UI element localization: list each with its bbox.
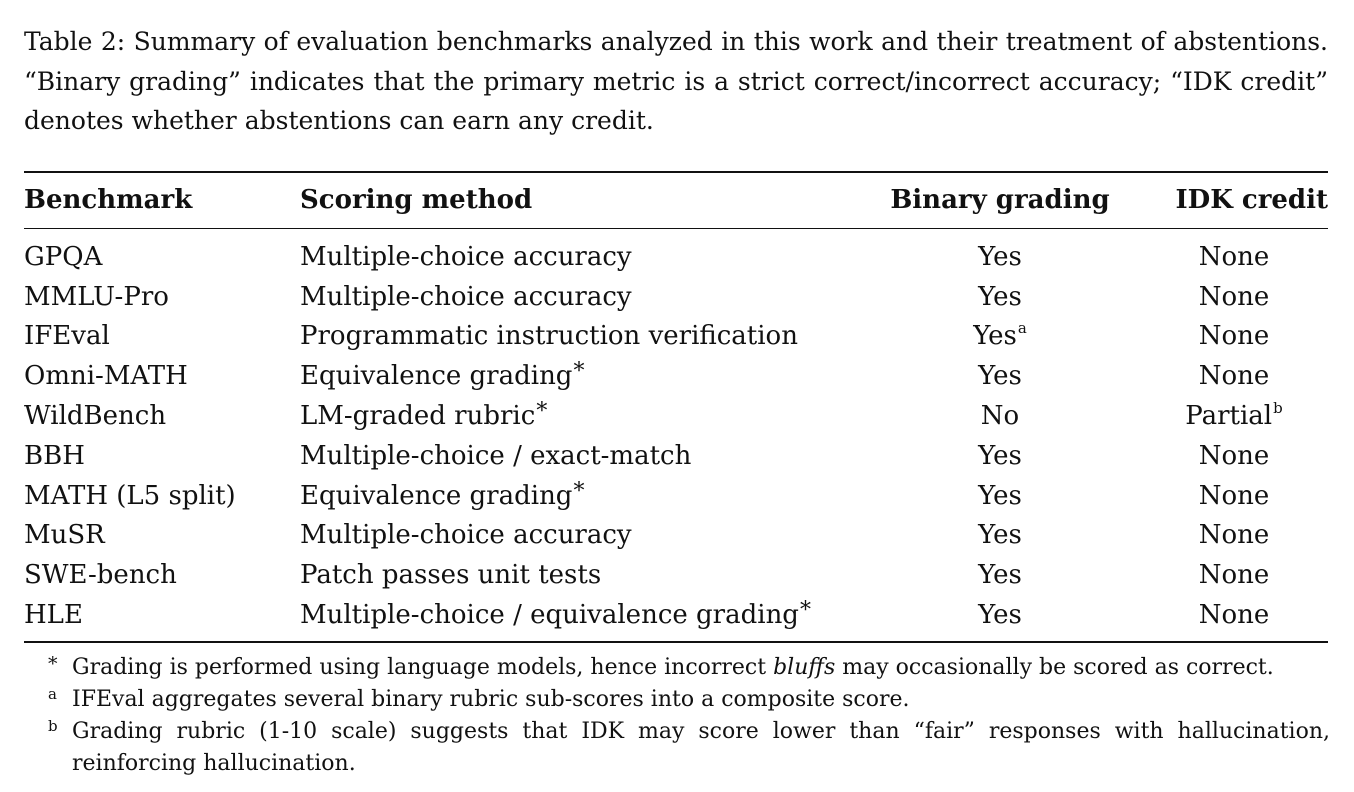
cell-idk-credit-value: None [1198,480,1270,511]
cell-idk-credit-value: None [1198,361,1270,392]
footnote-a-mark: a [48,685,57,703]
cell-binary-grading [860,436,1140,476]
caption-text-1: Summary of evaluation benchmarks analyzed in this work and their treatment of abstentions. [125,27,1328,56]
header-binary-grading: Binary grading [890,185,1110,215]
cell-idk-credit-footnote-mark: b [1273,399,1283,418]
cell-idk-credit-value: None [1198,241,1270,272]
caption-quote-binary-grading: “Binary grading” [24,66,241,96]
footnote-a [48,684,1330,716]
cell-benchmark [24,396,300,436]
cell-idk-credit-value: None [1198,560,1270,591]
table-row [24,396,1328,436]
cell-scoring-method [300,516,860,556]
cell-scoring-method [300,595,860,635]
table-row [24,436,1328,476]
cell-benchmark-value: MATH (L5 split) [24,480,236,511]
cell-benchmark [24,516,300,556]
cell-benchmark-value: MMLU-Pro [24,281,169,312]
cell-scoring-method-footnote-mark: * [799,598,811,624]
cell-binary-grading [860,595,1140,635]
cell-benchmark-value: BBH [24,440,85,471]
cell-benchmark [24,356,300,396]
cell-scoring-method [300,237,860,277]
cell-scoring-method [300,396,860,436]
table-body [24,237,1328,635]
table-row [24,476,1328,516]
caption-text-2: indicates that the primary metric is a strict correct/incorrect accuracy; [240,66,1171,96]
footnote-star-text [72,652,1330,684]
table-top-rule [24,171,1328,173]
cell-benchmark-value: IFEval [24,321,110,352]
cell-binary-grading-value: Yes [978,520,1022,551]
cell-scoring-method [300,555,860,595]
cell-binary-grading-value: Yes [978,600,1022,631]
cell-idk-credit-value: None [1198,321,1270,352]
cell-binary-grading [860,356,1140,396]
cell-benchmark [24,476,300,516]
cell-benchmark [24,436,300,476]
cell-idk-credit-value: None [1198,281,1270,312]
cell-binary-grading-value: Yes [973,321,1017,352]
cell-idk-credit-value: Partial [1185,401,1273,432]
cell-binary-grading [860,277,1140,317]
cell-binary-grading-value: Yes [978,560,1022,591]
table-row [24,277,1328,317]
cell-binary-grading-value: Yes [978,241,1022,272]
header-benchmark: Benchmark [24,185,193,215]
cell-scoring-method-value: LM-graded rubric [300,401,536,432]
footnote-star [48,652,1330,684]
header-spacer [24,220,1328,237]
cell-benchmark [24,317,300,357]
header-scoring-method: Scoring method [300,185,533,215]
caption-label: Table 2: [24,27,126,56]
table-row [24,356,1328,396]
cell-scoring-method-value: Equivalence grading [300,480,573,511]
cell-scoring-method-value: Multiple-choice accuracy [300,241,632,272]
cell-scoring-method-value: Multiple-choice accuracy [300,281,632,312]
table-bottom-rule [24,641,1328,643]
cell-benchmark-value: GPQA [24,241,103,272]
footnote-a-text: IFEval aggregates several binary rubric sub-scores into a composite score. [72,687,910,712]
cell-binary-grading-footnote-mark: a [1017,319,1027,338]
caption-quote-idk-credit: “IDK credit” [1170,66,1328,96]
cell-scoring-method [300,476,860,516]
cell-binary-grading-value: No [980,401,1020,432]
cell-benchmark [24,555,300,595]
table-row [24,595,1328,635]
cell-idk-credit-value: None [1198,600,1270,631]
table-caption [24,22,1328,141]
cell-idk-credit [1140,516,1328,556]
cell-scoring-method-footnote-mark: * [536,399,548,425]
cell-binary-grading [860,317,1140,357]
cell-binary-grading-value: Yes [978,440,1022,471]
cell-binary-grading [860,555,1140,595]
footnote-star-text-after: may occasionally be scored as correct. [835,655,1274,680]
cell-scoring-method [300,356,860,396]
cell-binary-grading [860,476,1140,516]
cell-scoring-method [300,277,860,317]
footnote-star-mark: * [48,653,58,675]
benchmark-table [24,180,1328,635]
footnote-star-text-before: Grading is performed using language models, hence incorrect [72,655,774,680]
cell-benchmark [24,277,300,317]
table-row [24,237,1328,277]
cell-scoring-method [300,436,860,476]
table-header-row [24,180,1328,220]
cell-binary-grading-value: Yes [978,281,1022,312]
cell-benchmark [24,237,300,277]
table-row [24,317,1328,357]
footnote-b-mark: b [48,717,58,735]
cell-idk-credit [1140,436,1328,476]
cell-idk-credit [1140,595,1328,635]
cell-idk-credit-value: None [1198,440,1270,471]
cell-scoring-method-value: Patch passes unit tests [300,560,602,591]
cell-scoring-method-value: Programmatic instruction verification [300,321,798,352]
footnote-b [48,716,1330,780]
cell-benchmark-value: SWE-bench [24,560,177,591]
caption-text-3: denotes whether abstentions can earn any credit. [24,106,654,135]
cell-idk-credit [1140,317,1328,357]
footnote-b-text: Grading rubric (1-10 scale) suggests that IDK may score lower than “fair” responses with hallucination, reinforcing hallucination. [72,719,1330,776]
cell-idk-credit [1140,356,1328,396]
cell-idk-credit [1140,476,1328,516]
cell-binary-grading-value: Yes [978,480,1022,511]
cell-idk-credit [1140,237,1328,277]
cell-binary-grading [860,396,1140,436]
header-idk-credit: IDK credit [1175,185,1328,215]
table-row [24,555,1328,595]
cell-idk-credit [1140,396,1328,436]
cell-scoring-method-value: Multiple-choice / exact-match [300,440,692,471]
cell-benchmark [24,595,300,635]
cell-benchmark-value: Omni-MATH [24,361,188,392]
cell-scoring-method-footnote-mark: * [573,478,585,504]
table-footnotes [48,652,1330,780]
cell-scoring-method [300,317,860,357]
cell-scoring-method-footnote-mark: * [573,359,585,385]
cell-scoring-method-value: Multiple-choice / equivalence grading [300,600,799,631]
table-row [24,516,1328,556]
cell-binary-grading [860,237,1140,277]
cell-binary-grading [860,516,1140,556]
cell-idk-credit-value: None [1198,520,1270,551]
cell-benchmark-value: HLE [24,600,83,631]
cell-benchmark-value: MuSR [24,520,105,551]
cell-benchmark-value: WildBench [24,401,167,432]
cell-idk-credit [1140,555,1328,595]
footnote-star-emphasis: bluffs [773,655,836,680]
header-spacer-cell [24,220,1328,237]
cell-idk-credit [1140,277,1328,317]
cell-scoring-method-value: Equivalence grading [300,361,573,392]
cell-binary-grading-value: Yes [978,361,1022,392]
cell-scoring-method-value: Multiple-choice accuracy [300,520,632,551]
